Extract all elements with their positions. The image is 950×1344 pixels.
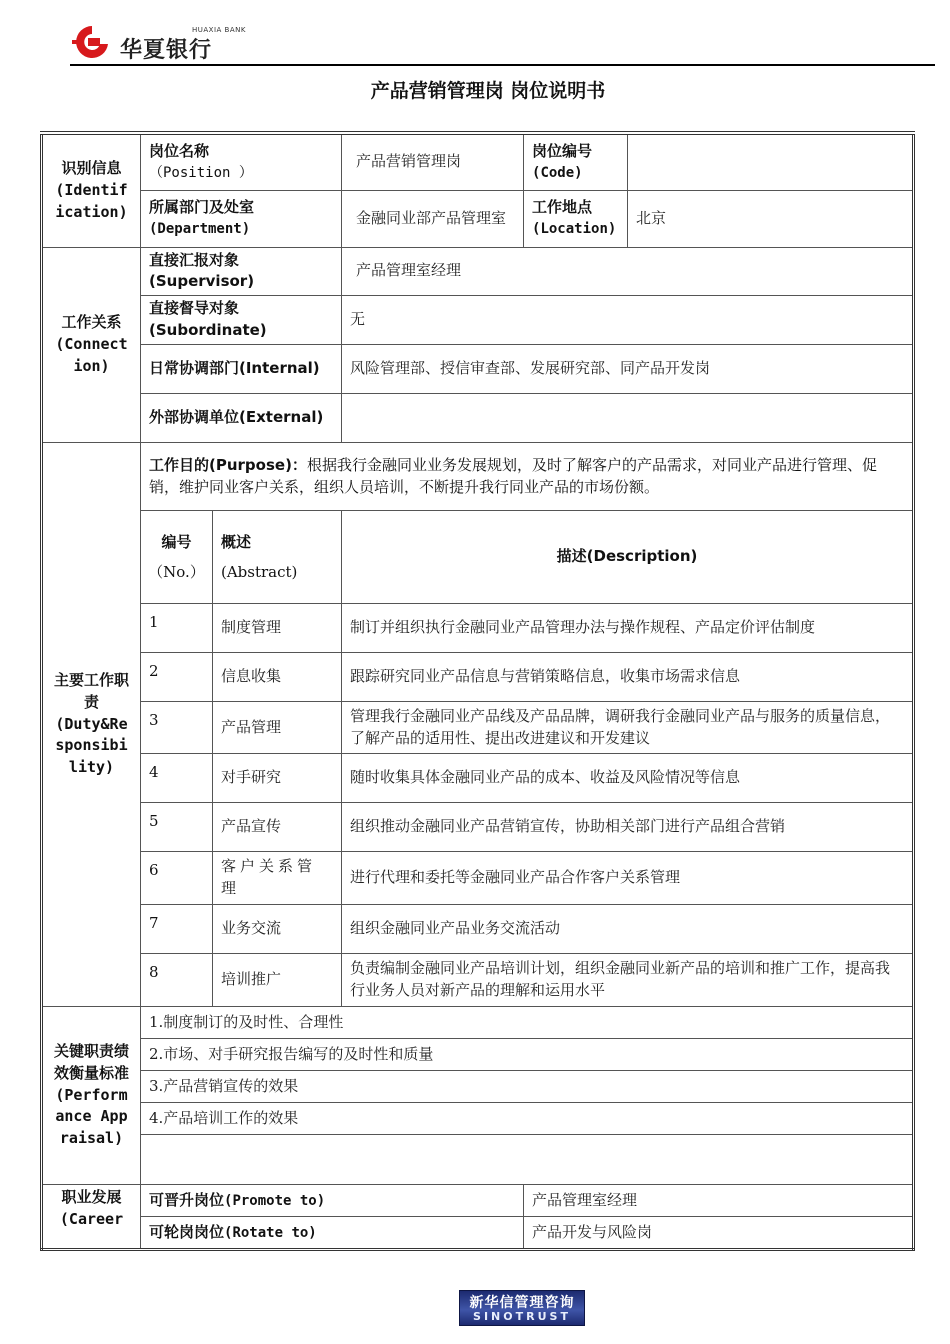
duty-item-abstract: 产品管理 [213,702,342,754]
connection-row [42,345,914,394]
duty-item-no: 1 [141,604,213,653]
section-title-en: (Identification) [55,180,128,221]
section-title-en: (Performance Appraisal) [55,1085,128,1148]
duty-item-row [42,852,914,905]
section-title-cn: 关键职责绩效衡量标准 [53,1042,129,1082]
duty-item-row [42,954,914,1007]
connection-section-label [42,247,141,443]
duty-item-abstract: 制度管理 [213,604,342,653]
bank-name-cn: 华夏银行 [120,38,213,63]
column-header-no [141,511,213,604]
appraisal-item: 3.产品营销宣传的效果 [141,1071,914,1103]
appraisal-item: 1.制度制订的及时性、合理性 [141,1007,914,1039]
career-section-label [42,1185,141,1250]
promote-value: 产品管理室经理 [524,1185,914,1217]
position-label-en: （Position ） [149,164,253,181]
duty-item-abstract: 业务交流 [213,905,342,954]
connection-label: 日常协调部门(Internal) [141,345,342,394]
position-label-cn: 岗位名称 [149,142,210,161]
duty-item-row [42,754,914,803]
section-title-cn: 工作关系 [61,313,122,332]
section-title-en: (Connection) [55,334,128,375]
connection-row [42,247,914,296]
position-label-cell [141,133,342,190]
duty-item-no: 6 [141,852,213,905]
duty-item-abstract: 信息收集 [213,653,342,702]
document-title: 产品营销管理岗 岗位说明书 [370,80,606,102]
column-abstract-cn: 概述 [221,533,252,551]
identification-row-position [42,133,914,190]
sinotrust-logo [459,1290,585,1326]
appraisal-row [42,1071,914,1103]
duty-item-description: 组织金融同业产品业务交流活动 [342,905,914,954]
department-label-cn: 所属部门及处室 [149,198,255,217]
purpose-text: 根据我行金融同业业务发展规划，及时了解客户的产品需求，对同业产品进行管理、促销，维护同业客户关系，组织人员培训，不断提升我行同业产品的市场份额。 [149,455,877,496]
duty-item-row [42,702,914,754]
connection-row [42,394,914,443]
appraisal-section-label [42,1007,141,1185]
location-value: 北京 [628,190,914,247]
duty-item-no: 3 [141,702,213,754]
connection-value: 无 [342,296,914,345]
duty-item-abstract: 培训推广 [213,954,342,1007]
section-title-en: (Duty&Responsibility) [55,714,128,777]
purpose-row [42,443,914,511]
connection-value [342,394,914,443]
connection-label: 直接督导对象(Subordinate) [141,296,342,345]
column-abstract-en: (Abstract) [221,563,298,581]
duty-item-abstract: 对手研究 [213,754,342,803]
rotate-label-en: (Rotate to) [224,1224,317,1241]
connection-value: 产品管理室经理 [342,247,914,296]
duty-item-row [42,803,914,852]
sinotrust-name-cn: 新华信管理咨询 [469,1295,575,1311]
section-title-en: (Career [59,1209,124,1228]
duty-header-row [42,511,914,604]
duty-item-abstract: 产品宣传 [213,803,342,852]
duty-item-description: 负责编制金融同业产品培训计划，组织金融同业新产品的培训和推广工作，提高我行业务人员对新产品的理解和运用水平 [342,954,914,1007]
appraisal-item: 2.市场、对手研究报告编写的及时性和质量 [141,1039,914,1071]
purpose-cell [141,443,914,511]
department-value: 金融同业部产品管理室 [342,190,524,247]
duty-item-no: 5 [141,803,213,852]
promote-label-en: (Promote to) [224,1192,326,1209]
duty-item-no: 8 [141,954,213,1007]
purpose-label: 工作目的(Purpose)： [149,455,307,474]
duty-item-description: 管理我行金融同业产品线及产品品牌，调研我行金融同业产品与服务的质量信息，了解产品的适用性、提出改进建议和开发建议 [342,702,914,754]
page-header [0,0,950,70]
rotate-value: 产品开发与风险岗 [524,1217,914,1250]
duty-item-no: 4 [141,754,213,803]
location-label-cn: 工作地点 [532,198,593,217]
duty-item-row [42,905,914,954]
department-label-en: (Department) [149,221,251,238]
sinotrust-name-en: SINOTRUST [473,1310,571,1323]
column-no-en: （No.） [148,563,205,581]
code-label-en: (Code) [532,164,583,181]
connection-row [42,296,914,345]
location-label-cell [524,190,628,247]
promote-label-cn: 可晋升岗位 [149,1190,225,1209]
appraisal-row [42,1007,914,1039]
duty-item-no: 7 [141,905,213,954]
appraisal-row [42,1039,914,1071]
code-label-cell [524,133,628,190]
code-label-cn: 岗位编号 [532,142,593,161]
bank-name-en: HUAXIA BANK [192,26,246,34]
job-description-table [40,131,915,1251]
identification-row-department [42,190,914,247]
department-label-cell [141,190,342,247]
appraisal-row [42,1103,914,1135]
header-rule [70,64,935,66]
duty-item-description: 组织推动金融同业产品营销宣传，协助相关部门进行产品组合营销 [342,803,914,852]
appraisal-row [42,1135,914,1185]
career-row-promote [42,1185,914,1217]
duty-item-description: 进行代理和委托等金融同业产品合作客户关系管理 [342,852,914,905]
duty-item-description: 跟踪研究同业产品信息与营销策略信息，收集市场需求信息 [342,653,914,702]
identification-section-label [42,133,141,247]
location-label-en: (Location) [532,221,617,238]
career-row-rotate [42,1217,914,1250]
section-title-cn: 识别信息 [61,159,122,178]
huaxia-logo-icon [70,22,114,62]
duty-item-description: 随时收集具体金融同业产品的成本、收益及风险情况等信息 [342,754,914,803]
bank-logo [70,22,250,62]
code-value [628,133,914,190]
duty-item-abstract: 客户关系管理 [213,852,342,905]
column-no-cn: 编号 [161,533,192,551]
promote-label-cell [141,1185,524,1217]
appraisal-item [141,1135,914,1185]
duty-item-description: 制订并组织执行金融同业产品管理办法与操作规程、产品定价评估制度 [342,604,914,653]
column-header-abstract [213,511,342,604]
connection-value: 风险管理部、授信审查部、发展研究部、同产品开发岗 [342,345,914,394]
section-title-cn: 主要工作职责 [53,671,129,711]
column-header-description: 描述(Description) [342,511,914,604]
duty-section-label [42,443,141,1007]
duty-item-row [42,653,914,702]
connection-label: 外部协调单位(External) [141,394,342,443]
appraisal-item: 4.产品培训工作的效果 [141,1103,914,1135]
position-value: 产品营销管理岗 [342,133,524,190]
rotate-label-cell [141,1217,524,1250]
connection-label: 直接汇报对象(Supervisor) [141,247,342,296]
duty-item-row [42,604,914,653]
rotate-label-cn: 可轮岗岗位 [149,1222,225,1241]
section-title-cn: 职业发展 [61,1188,122,1206]
duty-item-no: 2 [141,653,213,702]
